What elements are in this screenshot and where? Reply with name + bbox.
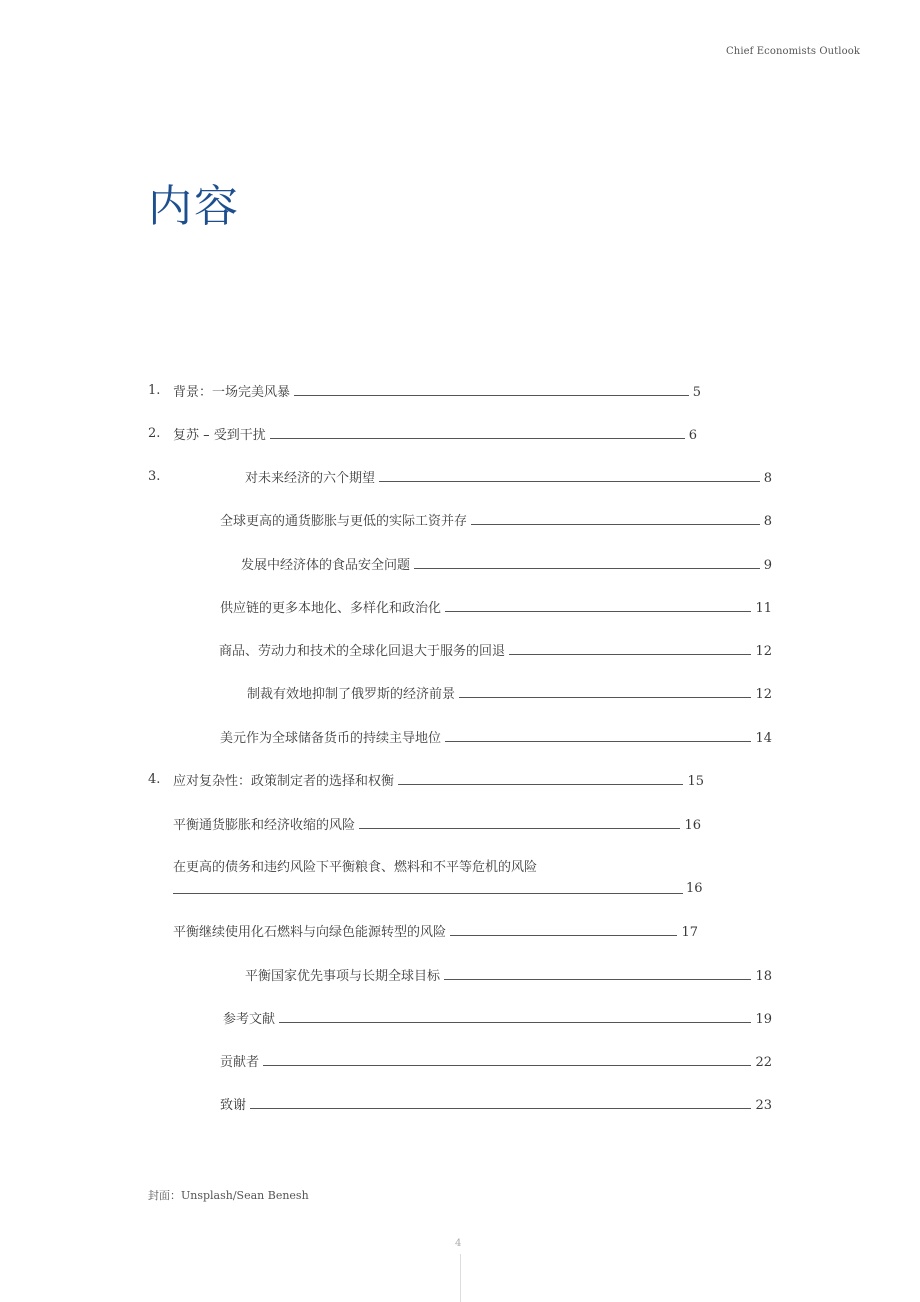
toc-page: 23 bbox=[755, 1098, 772, 1113]
toc-label: 致谢 bbox=[220, 1098, 247, 1113]
toc-entry[interactable] bbox=[220, 728, 772, 746]
toc-page: 6 bbox=[688, 428, 697, 443]
toc-page: 11 bbox=[755, 601, 772, 616]
toc-entry[interactable] bbox=[245, 468, 772, 486]
toc-page: 16 bbox=[686, 881, 703, 896]
footer-divider bbox=[460, 1254, 461, 1302]
toc-label: 平衡继续使用化石燃料与向绿色能源转型的风险 bbox=[173, 925, 447, 940]
toc-leader bbox=[398, 784, 683, 785]
toc-label: 对未来经济的六个期望 bbox=[245, 471, 376, 486]
toc-entry[interactable] bbox=[223, 1009, 772, 1027]
toc-leader bbox=[445, 611, 751, 612]
toc-label: 平衡国家优先事项与长期全球目标 bbox=[245, 969, 441, 984]
toc-leader bbox=[471, 524, 760, 525]
toc-page: 15 bbox=[687, 774, 704, 789]
toc-page: 12 bbox=[755, 644, 772, 659]
toc-number: 4. bbox=[148, 772, 161, 787]
page-number: 4 bbox=[455, 1238, 462, 1249]
toc-leader bbox=[459, 697, 751, 698]
toc-entry[interactable] bbox=[219, 641, 772, 659]
toc-entry[interactable] bbox=[245, 966, 772, 984]
toc-entry[interactable] bbox=[220, 598, 772, 616]
toc-page: 14 bbox=[755, 731, 772, 746]
page-title: 内容 bbox=[148, 181, 240, 232]
toc-page: 8 bbox=[763, 514, 772, 529]
toc-entry[interactable] bbox=[220, 1052, 772, 1070]
toc-page: 16 bbox=[684, 818, 701, 833]
toc-label: 供应链的更多本地化、多样化和政治化 bbox=[220, 601, 442, 616]
toc-page: 8 bbox=[763, 471, 772, 486]
toc-entry[interactable] bbox=[220, 511, 772, 529]
toc-number: 2. bbox=[148, 426, 161, 441]
toc-page: 17 bbox=[681, 925, 698, 940]
toc-number: 3. bbox=[148, 469, 161, 484]
toc-entry[interactable] bbox=[173, 382, 701, 400]
toc-leader bbox=[263, 1065, 751, 1066]
toc-leader bbox=[279, 1022, 751, 1023]
toc-label: 全球更高的通货膨胀与更低的实际工资并存 bbox=[220, 514, 468, 529]
toc-leader bbox=[359, 828, 680, 829]
toc-label: 应对复杂性：政策制定者的选择和权衡 bbox=[173, 774, 395, 789]
toc-entry[interactable] bbox=[173, 425, 697, 443]
toc-leader bbox=[294, 395, 689, 396]
toc-leader bbox=[250, 1108, 751, 1109]
toc-page: 9 bbox=[763, 558, 772, 573]
toc-leader bbox=[509, 654, 751, 655]
toc-label: 商品、劳动力和技术的全球化回退大于服务的回退 bbox=[219, 644, 506, 659]
toc-page: 22 bbox=[755, 1055, 772, 1070]
toc-page: 12 bbox=[755, 687, 772, 702]
toc-page: 19 bbox=[755, 1012, 772, 1027]
toc-entry[interactable] bbox=[247, 684, 772, 702]
toc-leader bbox=[445, 741, 751, 742]
toc-entry[interactable] bbox=[241, 555, 772, 573]
toc-number: 1. bbox=[148, 383, 161, 398]
toc-label: 复苏 – 受到干扰 bbox=[173, 428, 266, 443]
toc-label: 贡献者 bbox=[220, 1055, 260, 1070]
cover-credit: 封面：Unsplash/Sean Benesh bbox=[148, 1189, 309, 1202]
toc-entry[interactable] bbox=[220, 1095, 772, 1113]
running-header: Chief Economists Outlook bbox=[726, 46, 860, 57]
toc-entry[interactable] bbox=[173, 815, 701, 833]
toc-label: 发展中经济体的食品安全问题 bbox=[241, 558, 411, 573]
toc-leader bbox=[414, 568, 760, 569]
toc-label: 美元作为全球储备货币的持续主导地位 bbox=[220, 731, 442, 746]
toc-leader bbox=[173, 893, 683, 894]
toc-page: 5 bbox=[692, 385, 701, 400]
toc-label: 平衡通货膨胀和经济收缩的风险 bbox=[173, 818, 356, 833]
toc-entry[interactable] bbox=[173, 771, 704, 789]
toc-label: 在更高的债务和违约风险下平衡粮食、燃料和不平等危机的风险 bbox=[173, 860, 538, 875]
toc-entry[interactable] bbox=[173, 922, 698, 940]
toc-leader bbox=[379, 481, 760, 482]
toc-leader bbox=[270, 438, 685, 439]
toc-leader bbox=[444, 979, 751, 980]
toc-label: 制裁有效地抑制了俄罗斯的经济前景 bbox=[247, 687, 456, 702]
toc-leader bbox=[450, 935, 677, 936]
toc-label: 背景：一场完美风暴 bbox=[173, 385, 291, 400]
toc-page: 18 bbox=[755, 969, 772, 984]
toc-label: 参考文献 bbox=[223, 1012, 276, 1027]
